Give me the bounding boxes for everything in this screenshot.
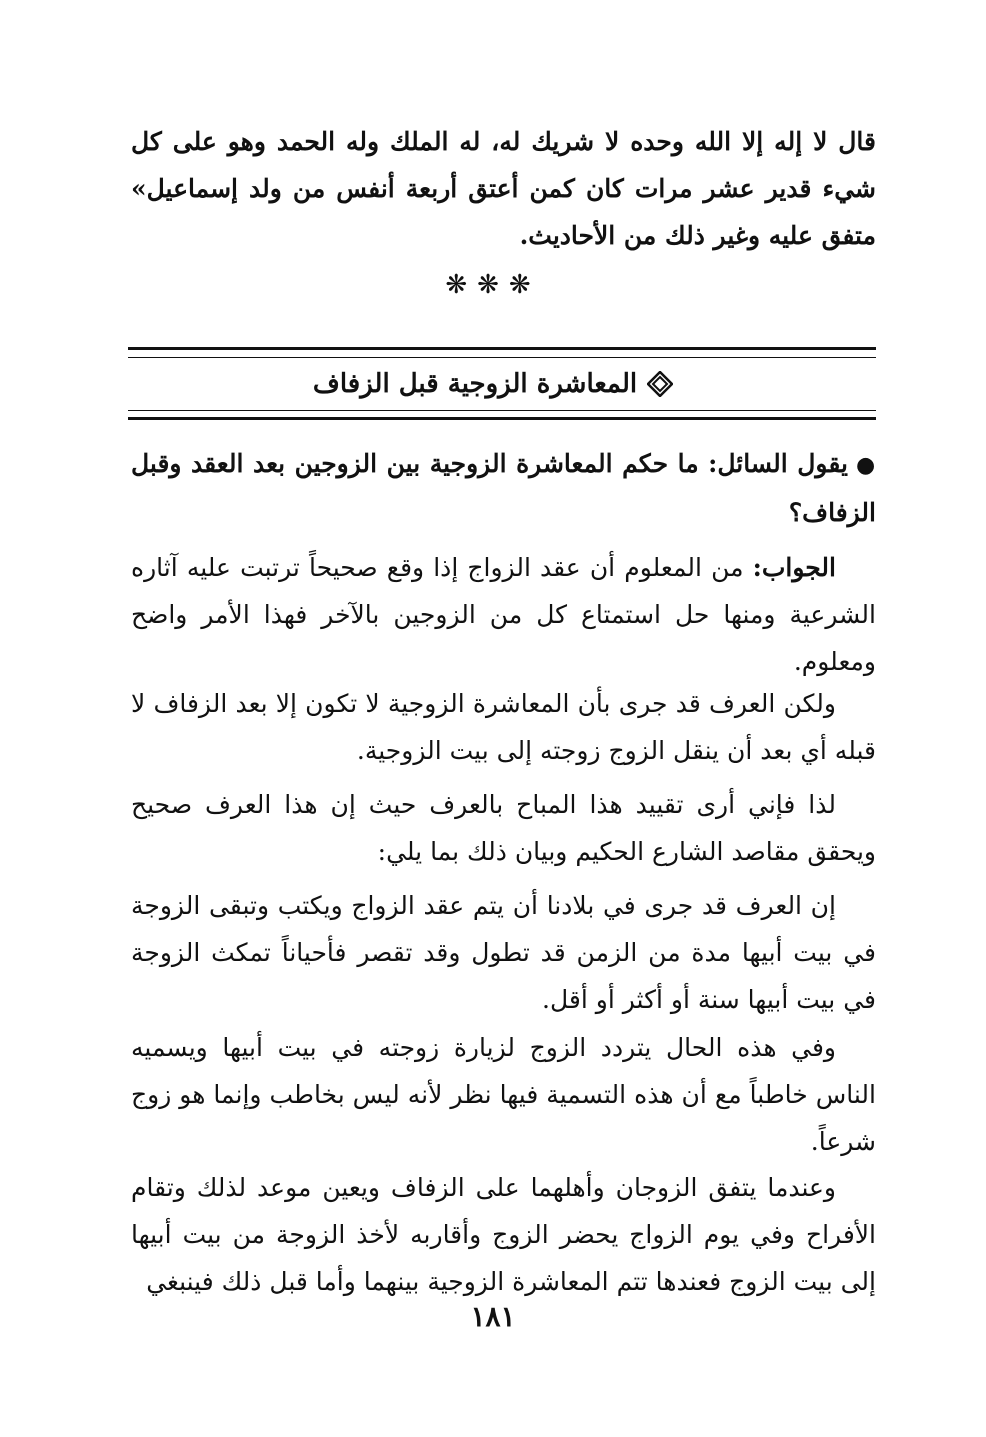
body-paragraph xyxy=(131,1024,876,1165)
answer-label: الجواب: xyxy=(752,553,836,582)
body-paragraph xyxy=(131,781,876,875)
body-paragraph xyxy=(131,882,876,1023)
section-heading xyxy=(0,359,986,409)
paragraph-text: إن العرف قد جرى في بلادنا أن يتم عقد الزواج ويكتب وتبقى الزوجة في بيت أبيها مدة من الزمن قد تطول وقد تقصر فأحياناً تمكث الزوجة في بيت أبيها سنة أو أكثر أو أقل. xyxy=(131,891,876,1014)
question-text: يقول السائل: ما حكم المعاشرة الزوجية بين الزوجين بعد العقد وقبل الزفاف؟ xyxy=(131,449,876,527)
heading-rule-top-thin xyxy=(128,357,876,358)
heading-rule-bottom-thick xyxy=(128,417,876,420)
section-title: المعاشرة الزوجية قبل الزفاف xyxy=(312,369,638,399)
paragraph-text: وفي هذه الحال يتردد الزوج لزيارة زوجته في بيت أبيها ويسميه الناس خاطباً مع أن هذه التسمية فيها نظر لأنه ليس بخاطب وإنما هو زوج شرعاً. xyxy=(131,1033,876,1156)
paragraph-text: لذا فإني أرى تقييد هذا المباح بالعرف حيث إن هذا العرف صحيح ويحقق مقاصد الشارع الحكيم وبيان ذلك بما يلي: xyxy=(131,790,876,866)
bullet-icon: ● xyxy=(855,452,876,478)
top-paragraph: قال لا إله إلا الله وحده لا شريك له، له الملك وله الحمد وهو على كل شيء قدير عشر مرات كان كمن أعتق أربعة أنفس من ولد إسماعيل» متفق عليه وغير ذلك من الأحاديث. xyxy=(131,127,876,250)
answer-paragraph xyxy=(131,544,876,685)
heading-rule-top-thick xyxy=(128,347,876,350)
section-separator: ❋❋❋ xyxy=(445,270,541,300)
body-paragraph xyxy=(131,1164,876,1305)
heading-rule-bottom-thin xyxy=(128,410,876,411)
diamond-icon xyxy=(647,371,673,397)
paragraph-text: ولكن العرف قد جرى بأن المعاشرة الزوجية لا تكون إلا بعد الزفاف لا قبله أي بعد أن ينقل الزوج زوجته إلى بيت الزوجية. xyxy=(131,689,876,765)
paragraph-text: وعندما يتفق الزوجان وأهلهما على الزفاف ويعين موعد لذلك وتقام الأفراح وفي يوم الزواج يحضر الزوج وأقاربه لأخذ الزوجة من بيت أبيها إلى بيت الزوج فعندها تتم المعاشرة الزوجية بينهما وأما قبل ذلك فينبغي xyxy=(131,1173,876,1296)
body-paragraph xyxy=(131,680,876,774)
answer-text: من المعلوم أن عقد الزواج إذا وقع صحيحاً ترتبت عليه آثاره الشرعية ومنها حل استمتاع كل من الزوجين بالآخر فهذا الأمر واضح ومعلوم. xyxy=(131,553,876,676)
question xyxy=(131,440,876,536)
page-number: ١٨١ xyxy=(470,1300,516,1333)
